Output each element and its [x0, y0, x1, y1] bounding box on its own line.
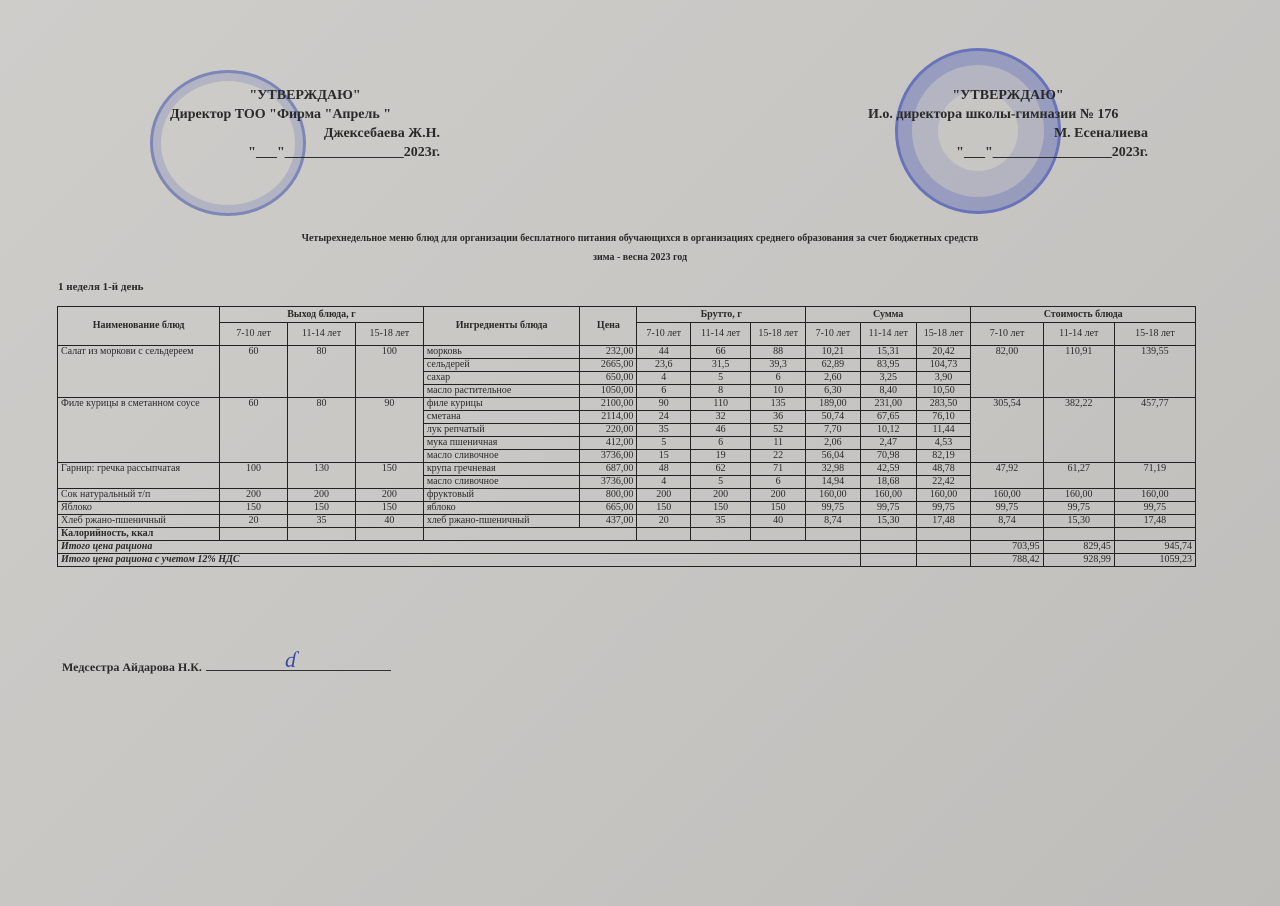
ingredient-gross: 23,6: [637, 359, 691, 372]
empty-cell: [423, 528, 637, 541]
ingredient-gross: 10: [751, 385, 806, 398]
table-row: [58, 502, 1196, 515]
ingredient-gross: 5: [691, 372, 751, 385]
ingredient-gross: 36: [751, 411, 806, 424]
ingredient-gross: 52: [751, 424, 806, 437]
dish-cost: 139,55: [1114, 346, 1195, 398]
document-subtitle: зима - весна 2023 год: [592, 252, 688, 263]
ingredient-sum: 160,00: [860, 489, 916, 502]
dish-cost: 160,00: [1114, 489, 1195, 502]
approval-block-left: [170, 86, 440, 162]
ingredient-sum: 99,75: [860, 502, 916, 515]
total-value: 788,42: [971, 554, 1043, 567]
dish-cost: 99,75: [1043, 502, 1114, 515]
menu-table-body: [58, 346, 1196, 567]
dish-name: Сок натуральный т/п: [58, 489, 220, 502]
ingredient-gross: 31,5: [691, 359, 751, 372]
header-age: 15-18 лет: [355, 323, 423, 346]
dish-cost: 160,00: [1043, 489, 1114, 502]
total-value: 928,99: [1043, 554, 1114, 567]
ingredient-gross: 200: [691, 489, 751, 502]
ingredient-sum: 6,30: [806, 385, 861, 398]
total-row: [58, 541, 1196, 554]
ingredient-gross: 24: [637, 411, 691, 424]
ingredient-price: 665,00: [580, 502, 637, 515]
ingredient-sum: 160,00: [916, 489, 971, 502]
total-value: 829,45: [1043, 541, 1114, 554]
ingredient-gross: 8: [691, 385, 751, 398]
empty-cell: [751, 528, 806, 541]
dish-yield: 60: [220, 346, 288, 398]
ingredient-gross: 135: [751, 398, 806, 411]
dish-yield: 20: [220, 515, 288, 528]
ingredient-price: 800,00: [580, 489, 637, 502]
ingredient-gross: 6: [691, 437, 751, 450]
ingredient-gross: 6: [637, 385, 691, 398]
header-age: 15-18 лет: [916, 323, 971, 346]
empty-cell: [1114, 528, 1195, 541]
table-row: [58, 489, 1196, 502]
ingredient-gross: 11: [751, 437, 806, 450]
ingredient-sum: 8,40: [860, 385, 916, 398]
dish-yield: 150: [355, 463, 423, 489]
nurse-name: Медсестра Айдарова Н.К.: [62, 660, 202, 674]
ingredient-sum: 2,60: [806, 372, 861, 385]
ingredient-name: сахар: [423, 372, 580, 385]
handwritten-signature-icon: ɗ: [285, 647, 296, 672]
dish-yield: 100: [220, 463, 288, 489]
ingredient-sum: 99,75: [916, 502, 971, 515]
header-age: 11-14 лет: [691, 323, 751, 346]
ingredient-gross: 150: [691, 502, 751, 515]
ingredient-gross: 66: [691, 346, 751, 359]
dish-yield: 80: [288, 346, 356, 398]
dish-yield: 130: [288, 463, 356, 489]
ingredient-sum: 14,94: [806, 476, 861, 489]
header-age: 11-14 лет: [860, 323, 916, 346]
ingredient-gross: 5: [637, 437, 691, 450]
empty-cell: [691, 528, 751, 541]
ingredient-sum: 3,90: [916, 372, 971, 385]
header-ingredients: Ингредиенты блюда: [423, 307, 580, 346]
ingredient-name: сметана: [423, 411, 580, 424]
menu-table: [57, 306, 1196, 567]
ingredient-name: хлеб ржано-пшеничный: [423, 515, 580, 528]
ingredient-sum: 32,98: [806, 463, 861, 476]
ingredient-name: крупа гречневая: [423, 463, 580, 476]
ingredient-gross: 90: [637, 398, 691, 411]
dish-name: Гарнир: гречка рассыпчатая: [58, 463, 220, 489]
dish-name: Салат из моркови с сельдереем: [58, 346, 220, 398]
dish-yield: 60: [220, 398, 288, 463]
total-label: Итого цена рациона: [58, 541, 861, 554]
dish-cost: 160,00: [971, 489, 1043, 502]
approval-block-right: [868, 86, 1148, 162]
dish-yield: 150: [355, 502, 423, 515]
ingredient-price: 687,00: [580, 463, 637, 476]
dish-yield: 200: [288, 489, 356, 502]
total-value: 945,74: [1114, 541, 1195, 554]
ingredient-name: лук репчатый: [423, 424, 580, 437]
empty-cell: [860, 528, 916, 541]
ingredient-price: 2665,00: [580, 359, 637, 372]
ingredient-price: 1050,00: [580, 385, 637, 398]
header-dish-name: Наименование блюд: [58, 307, 220, 346]
ingredient-gross: 39,3: [751, 359, 806, 372]
empty-cell: [288, 528, 356, 541]
dish-name: Хлеб ржано-пшеничный: [58, 515, 220, 528]
ingredient-sum: 15,31: [860, 346, 916, 359]
ingredient-gross: 44: [637, 346, 691, 359]
ingredient-name: масло сливочное: [423, 476, 580, 489]
approval-date: "___"_________________2023г.: [956, 145, 1148, 160]
empty-cell: [1043, 528, 1114, 541]
approval-heading: "УТВЕРЖДАЮ": [249, 88, 361, 103]
ingredient-sum: 231,00: [860, 398, 916, 411]
dish-cost: 15,30: [1043, 515, 1114, 528]
empty-cell: [916, 541, 971, 554]
empty-cell: [806, 528, 861, 541]
dish-cost: 47,92: [971, 463, 1043, 489]
document-title: Четырехнедельное меню блюд для организации бесплатного питания обучающихся в организациях среднего образования за счет бюджетных средств: [301, 233, 979, 244]
ingredient-name: морковь: [423, 346, 580, 359]
dish-yield: 40: [355, 515, 423, 528]
ingredient-gross: 6: [751, 372, 806, 385]
ingredient-sum: 48,78: [916, 463, 971, 476]
table-row: [58, 515, 1196, 528]
empty-cell: [355, 528, 423, 541]
dish-cost: 71,19: [1114, 463, 1195, 489]
dish-yield: 90: [355, 398, 423, 463]
ingredient-gross: 4: [637, 372, 691, 385]
dish-name: Филе курицы в сметанном соусе: [58, 398, 220, 463]
header-dish-cost: Стоимость блюда: [971, 307, 1196, 323]
ingredient-sum: 15,30: [860, 515, 916, 528]
empty-cell: [971, 528, 1043, 541]
ingredient-sum: 11,44: [916, 424, 971, 437]
approval-position: И.о. директора школы-гимназии № 176: [868, 107, 1119, 122]
ingredient-price: 412,00: [580, 437, 637, 450]
ingredient-sum: 189,00: [806, 398, 861, 411]
ingredient-gross: 20: [637, 515, 691, 528]
ingredient-price: 2100,00: [580, 398, 637, 411]
ingredient-gross: 40: [751, 515, 806, 528]
dish-cost: 61,27: [1043, 463, 1114, 489]
ingredient-sum: 67,65: [860, 411, 916, 424]
ingredient-name: масло сливочное: [423, 450, 580, 463]
empty-cell: [860, 554, 916, 567]
ingredient-name: яблоко: [423, 502, 580, 515]
dish-yield: 200: [220, 489, 288, 502]
ingredient-sum: 17,48: [916, 515, 971, 528]
total-vat-row: [58, 554, 1196, 567]
ingredient-sum: 2,47: [860, 437, 916, 450]
dish-cost: 305,54: [971, 398, 1043, 463]
ingredient-sum: 70,98: [860, 450, 916, 463]
ingredient-price: 3736,00: [580, 476, 637, 489]
ingredient-sum: 7,70: [806, 424, 861, 437]
ingredient-gross: 88: [751, 346, 806, 359]
table-row: [58, 463, 1196, 476]
ingredient-gross: 5: [691, 476, 751, 489]
ingredient-sum: 76,10: [916, 411, 971, 424]
ingredient-price: 437,00: [580, 515, 637, 528]
signature-line: [206, 658, 391, 671]
dish-cost: 8,74: [971, 515, 1043, 528]
ingredient-sum: 4,53: [916, 437, 971, 450]
ingredient-sum: 10,12: [860, 424, 916, 437]
ingredient-gross: 32: [691, 411, 751, 424]
header-gross: Брутто, г: [637, 307, 806, 323]
ingredient-name: филе курицы: [423, 398, 580, 411]
ingredient-sum: 20,42: [916, 346, 971, 359]
empty-cell: [916, 528, 971, 541]
ingredient-gross: 22: [751, 450, 806, 463]
ingredient-gross: 200: [637, 489, 691, 502]
approval-name: Джексебаева Ж.Н.: [323, 126, 440, 141]
table-row: [58, 346, 1196, 359]
ingredient-price: 220,00: [580, 424, 637, 437]
empty-cell: [637, 528, 691, 541]
dish-cost: 17,48: [1114, 515, 1195, 528]
calories-row: [58, 528, 1196, 541]
ingredient-gross: 150: [751, 502, 806, 515]
ingredient-sum: 82,19: [916, 450, 971, 463]
ingredient-gross: 46: [691, 424, 751, 437]
ingredient-name: фруктовый: [423, 489, 580, 502]
ingredient-sum: 104,73: [916, 359, 971, 372]
ingredient-sum: 56,04: [806, 450, 861, 463]
dish-name: Яблоко: [58, 502, 220, 515]
ingredient-name: сельдерей: [423, 359, 580, 372]
header-age: 7-10 лет: [637, 323, 691, 346]
dish-cost: 82,00: [971, 346, 1043, 398]
approval-heading: "УТВЕРЖДАЮ": [952, 88, 1064, 103]
dish-cost: 99,75: [1114, 502, 1195, 515]
total-value: 703,95: [971, 541, 1043, 554]
ingredient-sum: 160,00: [806, 489, 861, 502]
ingredient-gross: 48: [637, 463, 691, 476]
dish-cost: 457,77: [1114, 398, 1195, 463]
ingredient-sum: 99,75: [806, 502, 861, 515]
ingredient-sum: 62,89: [806, 359, 861, 372]
ingredient-price: 3736,00: [580, 450, 637, 463]
total-value: 1059,23: [1114, 554, 1195, 567]
approval-date: "___"_________________2023г.: [248, 145, 440, 160]
ingredient-sum: 83,95: [860, 359, 916, 372]
ingredient-price: 650,00: [580, 372, 637, 385]
ingredient-sum: 283,50: [916, 398, 971, 411]
ingredient-sum: 8,74: [806, 515, 861, 528]
ingredient-gross: 150: [637, 502, 691, 515]
header-sum: Сумма: [806, 307, 971, 323]
header-yield: Выход блюда, г: [220, 307, 424, 323]
ingredient-price: 232,00: [580, 346, 637, 359]
header-age: 7-10 лет: [806, 323, 861, 346]
approval-position: Директор ТОО "Фирма "Апрель ": [170, 107, 392, 122]
ingredient-sum: 10,21: [806, 346, 861, 359]
table-row: [58, 398, 1196, 411]
ingredient-sum: 10,50: [916, 385, 971, 398]
dish-yield: 150: [220, 502, 288, 515]
ingredient-gross: 35: [637, 424, 691, 437]
nurse-signature-line: [62, 658, 391, 675]
total-label: Итого цена рациона с учетом 12% НДС: [58, 554, 861, 567]
ingredient-sum: 3,25: [860, 372, 916, 385]
header-age: 7-10 лет: [220, 323, 288, 346]
ingredient-sum: 50,74: [806, 411, 861, 424]
ingredient-gross: 71: [751, 463, 806, 476]
calories-label: Калорийность, ккал: [58, 528, 220, 541]
header-age: 15-18 лет: [751, 323, 806, 346]
dish-cost: 382,22: [1043, 398, 1114, 463]
empty-cell: [916, 554, 971, 567]
ingredient-gross: 6: [751, 476, 806, 489]
dish-yield: 35: [288, 515, 356, 528]
ingredient-gross: 19: [691, 450, 751, 463]
ingredient-gross: 110: [691, 398, 751, 411]
dish-yield: 80: [288, 398, 356, 463]
header-age: 11-14 лет: [288, 323, 356, 346]
week-day-label: 1 неделя 1-й день: [58, 281, 144, 293]
ingredient-gross: 62: [691, 463, 751, 476]
ingredient-sum: 2,06: [806, 437, 861, 450]
dish-yield: 100: [355, 346, 423, 398]
ingredient-gross: 15: [637, 450, 691, 463]
empty-cell: [860, 541, 916, 554]
ingredient-gross: 4: [637, 476, 691, 489]
header-age: 11-14 лет: [1043, 323, 1114, 346]
dish-cost: 110,91: [1043, 346, 1114, 398]
ingredient-gross: 35: [691, 515, 751, 528]
dish-yield: 150: [288, 502, 356, 515]
header-age: 15-18 лет: [1114, 323, 1195, 346]
empty-cell: [220, 528, 288, 541]
approval-name: М. Есеналиева: [1053, 126, 1148, 141]
ingredient-sum: 22,42: [916, 476, 971, 489]
ingredient-sum: 18,68: [860, 476, 916, 489]
ingredient-name: масло растительное: [423, 385, 580, 398]
header-age: 7-10 лет: [971, 323, 1043, 346]
ingredient-gross: 200: [751, 489, 806, 502]
ingredient-price: 2114,00: [580, 411, 637, 424]
ingredient-sum: 42,59: [860, 463, 916, 476]
ingredient-name: мука пшеничная: [423, 437, 580, 450]
dish-yield: 200: [355, 489, 423, 502]
header-price: Цена: [580, 307, 637, 346]
dish-cost: 99,75: [971, 502, 1043, 515]
